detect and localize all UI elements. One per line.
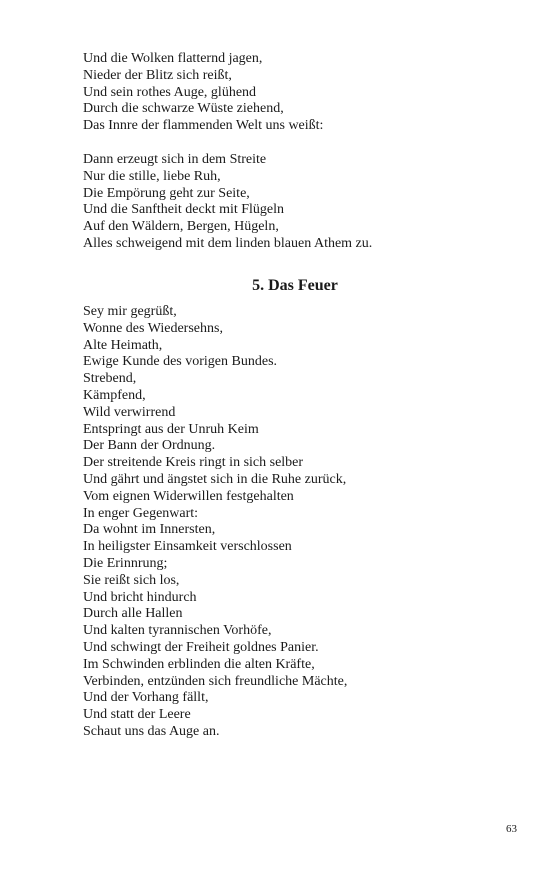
poem-line: Und schwingt der Freiheit goldnes Panier. [83,639,319,655]
poem-line: Und die Wolken flatternd jagen, [83,51,263,66]
poem-line: Und der Vorhang fällt, [83,690,209,706]
poem-line: Und sein rothes Auge, glühend [83,84,257,100]
poem-line: Schaut uns das Auge an. [83,723,220,739]
poem-line: Kämpfend, [83,387,146,403]
poem-line: Verbinden, entzünden sich freundliche Mächte, [83,673,348,689]
poem-line: Ewige Kunde des vorigen Bundes. [83,354,278,370]
poem-line: Dann erzeugt sich in dem Streite [83,152,267,167]
poem-line: Und kalten tyrannischen Vorhöfe, [83,623,272,639]
poem-stanza-3 [83,304,523,741]
section-heading: 5. Das Feuer [252,277,338,294]
poem-line: Sie reißt sich los, [83,572,180,588]
poem-line: Vom eignen Widerwillen festgehalten [83,488,294,504]
poem-line: Der streitende Kreis ringt in sich selber [83,455,304,471]
poem-line: Durch alle Hallen [83,606,183,622]
poem-line: Im Schwinden erblinden die alten Kräfte, [83,656,315,672]
poem-line: Da wohnt im Innersten, [83,522,216,538]
poem-line: In enger Gegenwart: [83,505,199,521]
page-number: 63 [506,823,517,835]
poem-stanza-1 [83,51,523,135]
poem-line: Wild verwirrend [83,404,176,420]
poem-line: Alles schweigend mit dem linden blauen Athem zu. [83,235,373,251]
poem-line: Der Bann der Ordnung. [83,438,216,454]
poem-line: Wonne des Wiedersehns, [83,320,223,336]
poem-line: Und bricht hindurch [83,589,197,605]
poem-line: Auf den Wäldern, Bergen, Hügeln, [83,219,279,235]
poem-line: In heiligster Einsamkeit verschlossen [83,539,292,555]
poem-line: Und statt der Leere [83,707,191,723]
poem-line: Alte Heimath, [83,337,163,353]
poem-line: Und gährt und ängstet sich in die Ruhe zurück, [83,471,347,487]
poem-stanza-2 [83,152,523,253]
poem-line: Nur die stille, liebe Ruh, [83,168,221,184]
poem-line: Und die Sanftheit deckt mit Flügeln [83,202,285,218]
poem-line: Nieder der Blitz sich reißt, [83,67,232,83]
poem-line: Die Empörung geht zur Seite, [83,185,250,201]
poem-line: Durch die schwarze Wüste ziehend, [83,101,284,117]
poem-line: Das Innre der flammenden Welt uns weißt: [83,118,324,134]
poem-line: Strebend, [83,371,137,387]
poem-line: Entspringt aus der Unruh Keim [83,421,259,437]
poem-line: Die Erinnrung; [83,555,168,571]
poem-line: Sey mir gegrüßt, [83,304,177,319]
